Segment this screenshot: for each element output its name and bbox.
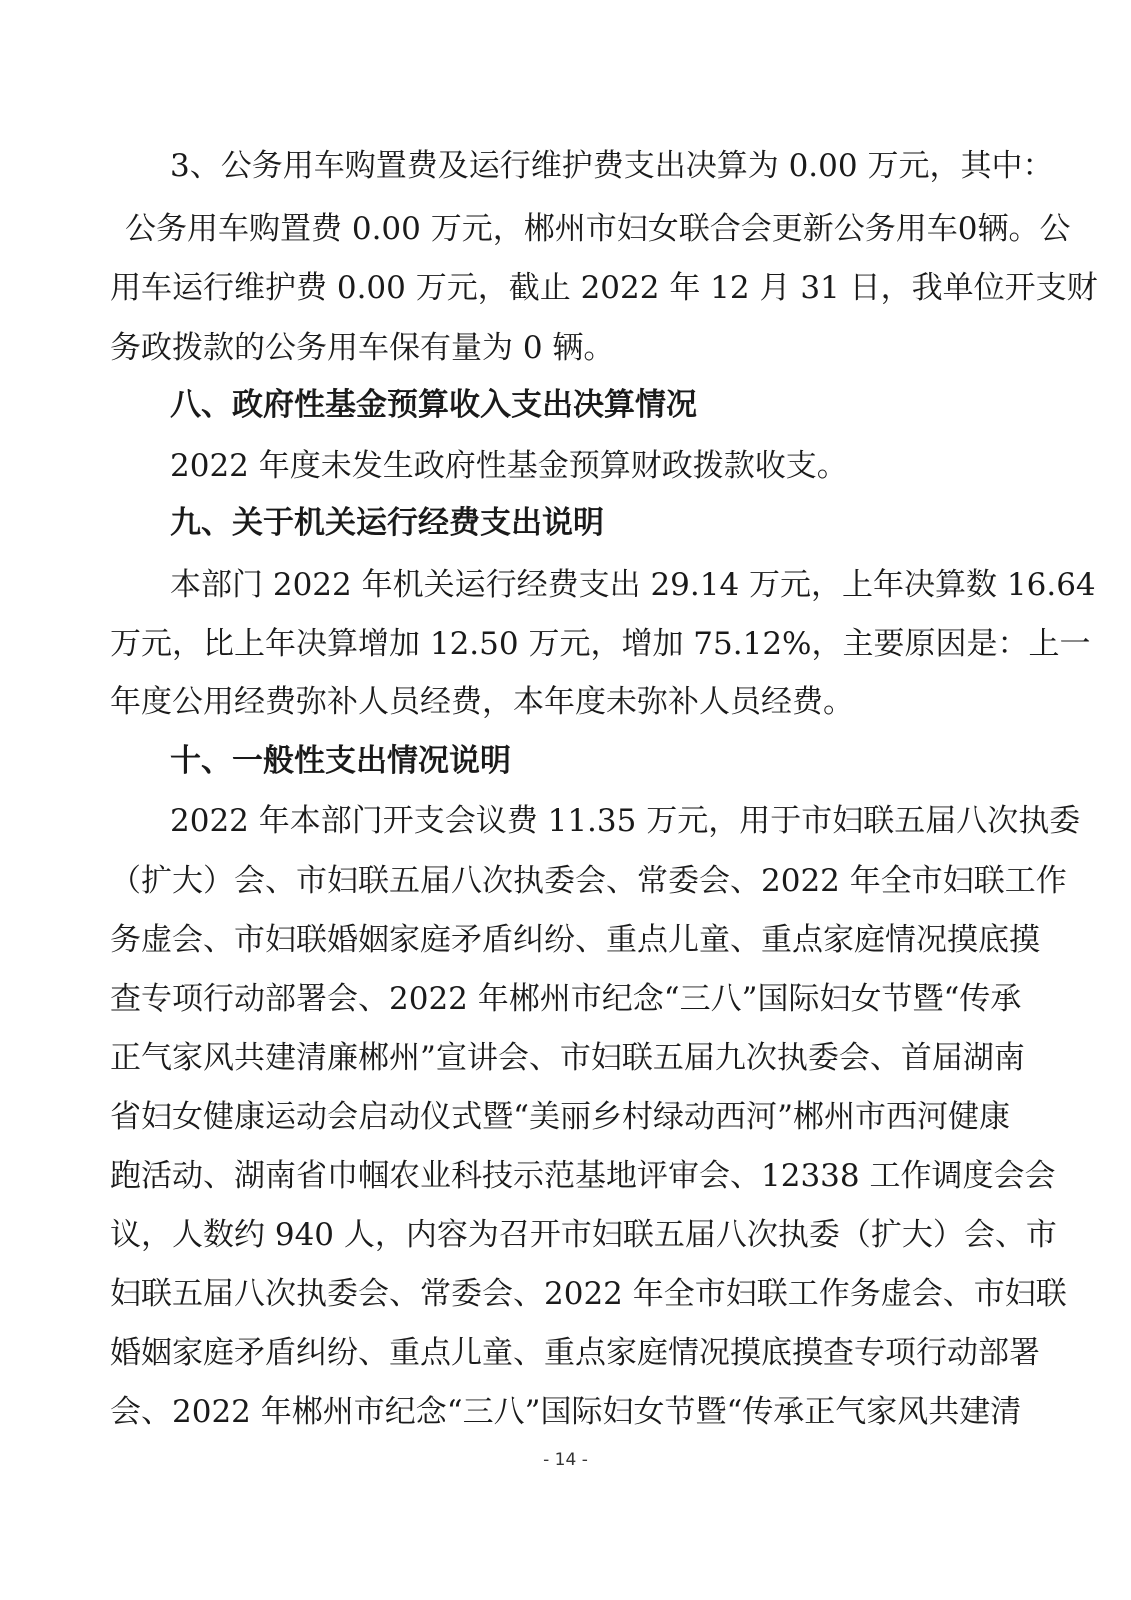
body-line: 跑活动、湖南省巾帼农业科技示范基地评审会、12338 工作调度会会 [110,1158,1056,1194]
body-line: 万元，比上年决算增加 12.50 万元，增加 75.12%，主要原因是：上一 [110,626,1091,662]
body-line: 省妇女健康运动会启动仪式暨“美丽乡村绿动西河”郴州市西河健康 [110,1099,1010,1135]
body-line: 务政拨款的公务用车保有量为 0 辆。 [110,330,615,366]
section-heading-9: 九、关于机关运行经费支出说明 [170,505,604,541]
body-line: 年度公用经费弥补人员经费，本年度未弥补人员经费。 [110,684,854,720]
body-line: 2022 年本部门开支会议费 11.35 万元，用于市妇联五届八次执委 [170,803,1081,839]
section-heading-10: 十、一般性支出情况说明 [170,743,511,779]
body-line: 本部门 2022 年机关运行经费支出 29.14 万元，上年决算数 16.64 [170,567,1096,603]
body-line: 妇联五届八次执委会、常委会、2022 年全市妇联工作务虚会、市妇联 [110,1276,1067,1312]
body-line: 用车运行维护费 0.00 万元，截止 2022 年 12 月 31 日，我单位开支财 [110,270,1098,306]
section-heading-8: 八、政府性基金预算收入支出决算情况 [170,387,697,423]
body-line: 婚姻家庭矛盾纠纷、重点儿童、重点家庭情况摸底摸查专项行动部署 [110,1335,1040,1371]
body-line: 公务用车购置费 0.00 万元，郴州市妇女联合会更新公务用车0辆。公 [125,211,1071,247]
body-line: 3、公务用车购置费及运行维护费支出决算为 0.00 万元，其中： [170,148,1054,184]
body-line: 2022 年度未发生政府性基金预算财政拨款收支。 [170,448,848,484]
body-line: 务虚会、市妇联婚姻家庭矛盾纠纷、重点儿童、重点家庭情况摸底摸 [110,922,1040,958]
body-line: 正气家风共建清廉郴州”宣讲会、市妇联五届九次执委会、首届湖南 [110,1040,1025,1076]
body-line: （扩大）会、市妇联五届八次执委会、常委会、2022 年全市妇联工作 [110,863,1067,899]
body-line: 议，人数约 940 人，内容为召开市妇联五届八次执委（扩大）会、市 [110,1217,1057,1253]
page-number: - 14 - [543,1450,588,1470]
body-line: 查专项行动部署会、2022 年郴州市纪念“三八”国际妇女节暨“传承 [110,981,1022,1017]
body-line: 会、2022 年郴州市纪念“三八”国际妇女节暨“传承正气家风共建清 [110,1394,1022,1430]
